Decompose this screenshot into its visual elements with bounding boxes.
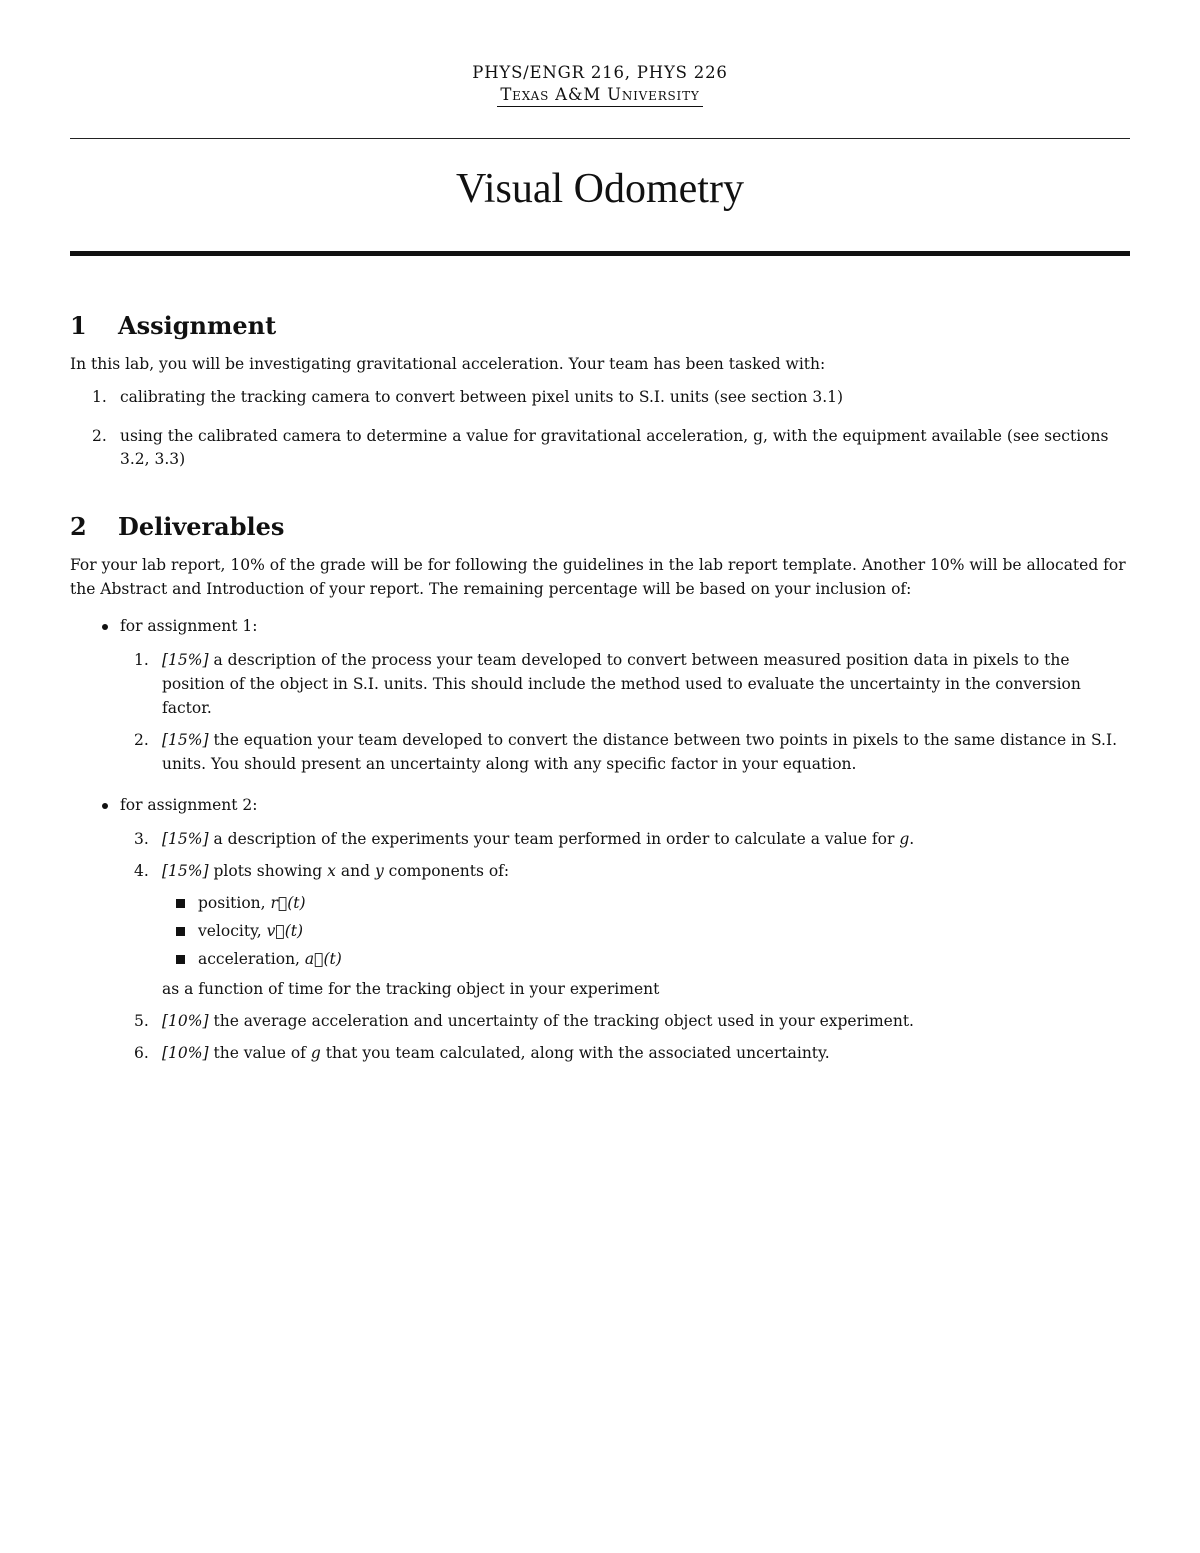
math-variable: y <box>374 862 384 880</box>
title-rule <box>70 251 1130 256</box>
list-item-text: and <box>340 862 370 880</box>
deliverables-intro: For your lab report, 10% of the grade will be for following the guidelines in the lab report template. Another 10% will be allocated for the Abstract and Introduction of your report. The remaining percentage will be based on your inclusion of: <box>70 556 1126 598</box>
list-marker: 4. <box>134 862 149 880</box>
list-item-text: the equation your team developed to convert the distance between two points in pixels to the same distance in S.I. units. You should present an uncertainty along with any specific factor in your equation. <box>162 731 1118 773</box>
bullet-item-assignment-2 <box>70 794 1130 817</box>
grade-weight: [10%] <box>162 1012 209 1030</box>
bullet-icon <box>102 624 108 630</box>
list-item-text: a description of the experiments your team performed in order to calculate a value for <box>213 830 895 848</box>
bullet-icon <box>102 803 108 809</box>
document-title: Visual Odometry <box>456 166 744 212</box>
list-item-text: calibrating the tracking camera to convert between pixel units to S.I. units (see section 3.1) <box>120 388 844 406</box>
top-rule <box>70 138 1130 139</box>
list-item <box>70 1041 1130 1065</box>
math-expression: v⃗(t) <box>266 922 304 940</box>
list-item-continuation: as a function of time for the tracking object in your experiment <box>162 980 660 998</box>
list-item <box>70 425 1130 471</box>
course-header <box>70 62 1130 107</box>
list-item <box>70 827 1130 851</box>
bullet-item-assignment-1 <box>70 615 1130 638</box>
square-bullet-icon <box>176 955 185 964</box>
section-title: Deliverables <box>118 512 285 541</box>
sub-list-item <box>70 891 1130 915</box>
grade-weight: [15%] <box>162 862 209 880</box>
list-item-text: . <box>909 830 915 848</box>
grade-weight: [15%] <box>162 731 209 749</box>
course-code: PHYS/ENGR 216, PHYS 226 <box>472 63 728 82</box>
square-bullet-icon <box>176 927 185 936</box>
grade-weight: [15%] <box>162 830 209 848</box>
math-expression: r⃗(t) <box>270 894 306 912</box>
list-item <box>70 386 1130 409</box>
bullet-label: for assignment 1: <box>120 617 258 635</box>
list-item <box>70 859 1130 883</box>
list-marker: 6. <box>134 1044 149 1062</box>
list-marker: 1. <box>92 388 107 406</box>
list-item-text: a description of the process your team developed to convert between measured position data in pixels to the position of the object in S.I. units. This should include the method used to evaluate the uncertainty in the conversion factor. <box>162 651 1081 717</box>
list-item-text: plots showing <box>213 862 323 880</box>
sub-list-item <box>70 919 1130 943</box>
list-item-text: components of: <box>388 862 510 880</box>
list-marker: 1. <box>134 651 149 669</box>
assignment-intro: In this lab, you will be investigating gravitational acceleration. Your team has been tasked with: <box>70 355 826 373</box>
list-marker: 2. <box>134 731 149 749</box>
list-item <box>70 728 1130 776</box>
math-expression: a⃗(t) <box>304 950 342 968</box>
square-bullet-icon <box>176 899 185 908</box>
section-number: 2 <box>70 512 87 541</box>
list-marker: 3. <box>134 830 149 848</box>
grade-weight: [15%] <box>162 651 209 669</box>
list-item-text: the value of <box>213 1044 306 1062</box>
list-marker: 2. <box>92 427 107 445</box>
math-variable: x <box>327 862 336 880</box>
section-number: 1 <box>70 311 87 340</box>
sub-list-label: velocity, <box>198 922 262 940</box>
bullet-label: for assignment 2: <box>120 796 258 814</box>
section-heading-assignment <box>70 310 1130 342</box>
list-item <box>70 1009 1130 1033</box>
list-item-text: the average acceleration and uncertainty of the tracking object used in your experiment. <box>213 1012 914 1030</box>
assignment-list <box>70 386 1130 471</box>
list-item-text: using the calibrated camera to determine a value for gravitational acceleration, g, with the equipment available (see sections 3.2, 3.3) <box>120 427 1109 468</box>
math-variable: g <box>899 830 910 848</box>
list-item-text: that you team calculated, along with the associated uncertainty. <box>325 1044 830 1062</box>
sub-list-label: position, <box>198 894 266 912</box>
list-marker: 5. <box>134 1012 149 1030</box>
section-heading-deliverables <box>70 511 1130 543</box>
university-name: Texas A&M University <box>497 84 702 107</box>
deliverables-list <box>70 615 1130 1065</box>
grade-weight: [10%] <box>162 1044 209 1062</box>
sub-list-label: acceleration, <box>198 950 300 968</box>
list-item <box>70 648 1130 720</box>
section-title: Assignment <box>118 311 277 340</box>
math-variable: g <box>310 1044 321 1062</box>
document-page <box>70 0 1130 1065</box>
sub-list-item <box>70 947 1130 971</box>
